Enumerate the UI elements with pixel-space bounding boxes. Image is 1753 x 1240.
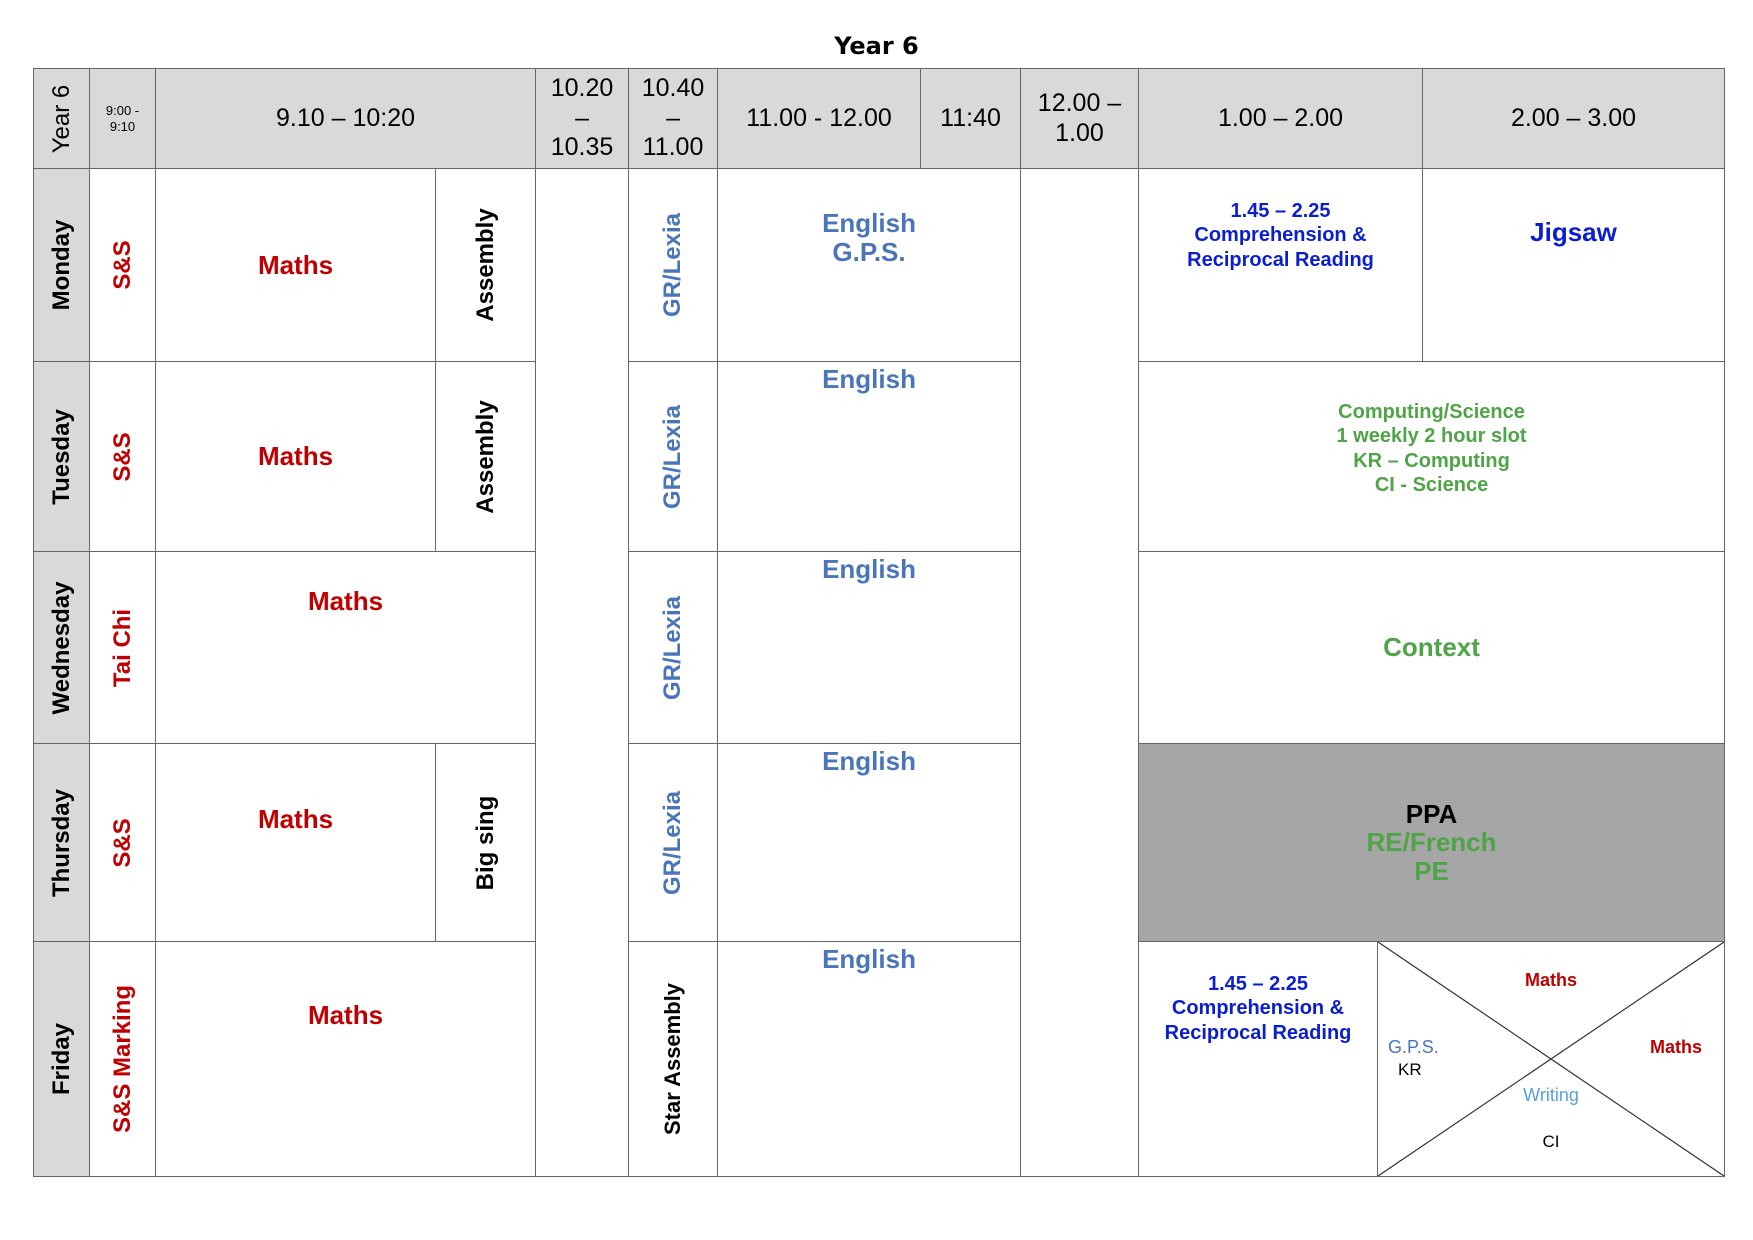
day-label: Monday: [47, 219, 75, 311]
monday-registration: [90, 169, 156, 362]
lesson-label: Assembly: [471, 208, 499, 322]
row-monday: [34, 169, 1725, 362]
day-monday: [34, 169, 90, 362]
day-label: Thursday: [47, 788, 75, 897]
thursday-pm-ppa: [1139, 744, 1725, 942]
timetable: [33, 68, 1725, 1177]
lesson-label: S&S: [108, 431, 136, 482]
friday-mid: [629, 942, 718, 1177]
header-corner: [34, 69, 90, 169]
break-column: [536, 169, 629, 1177]
tuesday-lesson1: Maths: [156, 362, 436, 552]
header-row: [34, 69, 1725, 169]
header-slot-late: 11.00 - 12.00: [718, 69, 921, 169]
lesson-label: Tai Chi: [108, 608, 136, 687]
header-slot-break: [536, 69, 629, 169]
friday-pm1: [1139, 942, 1378, 1177]
day-friday: [34, 942, 90, 1177]
pm-line2: 1 weekly 2 hour slot: [1336, 425, 1527, 448]
pm1-time: 1.45 – 2.25: [1230, 200, 1331, 222]
lesson-label: Assembly: [471, 399, 499, 514]
cross-bottom-label-a: Writing: [1523, 1085, 1579, 1105]
header-slot-morning: 9.10 – 10:20: [156, 69, 536, 169]
slot-lunch-end: 1.00: [1055, 118, 1104, 147]
day-tuesday: [34, 362, 90, 552]
slot-mid-start: 10.40: [641, 74, 705, 103]
pm1-time: 1.45 – 2.25: [1207, 973, 1309, 995]
lesson-label: S&S: [108, 240, 136, 290]
pm1-line1: Comprehension &: [1194, 224, 1367, 247]
lesson-label: GR/Lexia: [659, 595, 687, 700]
friday-registration: [90, 942, 156, 1177]
ppa-label: PPA: [1405, 798, 1458, 829]
thursday-registration: [90, 744, 156, 942]
lesson-label: S&S Marking: [108, 984, 136, 1134]
thursday-lesson1: Maths: [156, 744, 436, 942]
cross-left-label-a: G.P.S.: [1388, 1037, 1439, 1057]
tuesday-assembly: [436, 362, 536, 552]
lunch-column: [1021, 169, 1139, 1177]
cross-left-label-b: KR: [1398, 1060, 1422, 1079]
row-friday: [34, 942, 1725, 1177]
slot-mid-dash: –: [666, 103, 680, 132]
pm-line1: Computing/Science: [1338, 400, 1525, 423]
cross-right-label: Maths: [1650, 1037, 1703, 1057]
wednesday-registration: [90, 552, 156, 744]
wednesday-lesson1: Maths: [156, 552, 536, 744]
cross-bottom-label-b: CI: [1542, 1132, 1560, 1151]
pm1-line2: Reciprocal Reading: [1187, 248, 1374, 271]
friday-lesson1: Maths: [156, 942, 536, 1177]
slot-registration-start: 9:00 -: [105, 102, 140, 118]
slot-registration-end: 9:10: [109, 118, 136, 134]
cross-top-label: Maths: [1525, 970, 1578, 990]
monday-lesson2: [718, 169, 1021, 362]
day-thursday: [34, 744, 90, 942]
header-slot-mid: [629, 69, 718, 169]
tuesday-mid: [629, 362, 718, 552]
header-slot-registration: [90, 69, 156, 169]
thursday-big-sing: [436, 744, 536, 942]
day-label: Tuesday: [47, 408, 75, 505]
slot-lunch-start: 12.00 –: [1037, 89, 1122, 117]
lesson-sublabel: G.P.S.: [832, 237, 906, 268]
pm1-line1: Comprehension &: [1171, 997, 1345, 1020]
day-label: Friday: [47, 1022, 75, 1096]
slot-break-start: 10.20: [550, 74, 614, 103]
tuesday-pm: [1139, 362, 1725, 552]
friday-lesson2: English: [718, 942, 1021, 1177]
day-label: Wednesday: [47, 581, 75, 714]
lesson-label: Star Assembly: [660, 982, 686, 1136]
tuesday-lesson2: English: [718, 362, 1021, 552]
friday-pm-cross: [1378, 942, 1725, 1177]
row-thursday: [34, 744, 1725, 942]
row-wednesday: [34, 552, 1725, 744]
pm1-line2: Reciprocal Reading: [1164, 1021, 1352, 1044]
thursday-mid: [629, 744, 718, 942]
monday-pm2: Jigsaw: [1423, 169, 1725, 362]
monday-pm1: [1139, 169, 1423, 362]
slot-mid-end: 11.00: [642, 133, 704, 162]
slot-break-end: 10.35: [550, 133, 614, 162]
monday-mid: [629, 169, 718, 362]
header-slot-lunch: [1021, 69, 1139, 169]
monday-assembly: [436, 169, 536, 362]
wednesday-mid: [629, 552, 718, 744]
header-slot-pm2: 2.00 – 3.00: [1423, 69, 1725, 169]
header-corner-label: Year 6: [47, 84, 75, 153]
pm-line4: CI - Science: [1374, 473, 1489, 496]
ppa-line2: PE: [1414, 855, 1449, 886]
row-tuesday: [34, 362, 1725, 552]
header-slot-pm1: 1.00 – 2.00: [1139, 69, 1423, 169]
monday-lesson1: Maths: [156, 169, 436, 362]
pm-line3: KR – Computing: [1353, 449, 1510, 472]
page-title: Year 6: [834, 32, 919, 60]
lesson-label: GR/Lexia: [659, 404, 687, 509]
thursday-lesson2: English: [718, 744, 1021, 942]
lesson-label: S&S: [108, 817, 136, 868]
tuesday-registration: [90, 362, 156, 552]
lesson-label: English: [822, 208, 916, 238]
header-slot-1140: 11:40: [921, 69, 1021, 169]
lesson-label: GR/Lexia: [659, 212, 687, 318]
slot-break-dash: –: [575, 103, 589, 132]
day-wednesday: [34, 552, 90, 744]
ppa-line1: RE/French: [1366, 827, 1497, 858]
lesson-label: GR/Lexia: [659, 790, 687, 895]
lesson-label: Big sing: [471, 795, 499, 890]
wednesday-lesson2: English: [718, 552, 1021, 744]
wednesday-pm: Context: [1139, 552, 1725, 744]
